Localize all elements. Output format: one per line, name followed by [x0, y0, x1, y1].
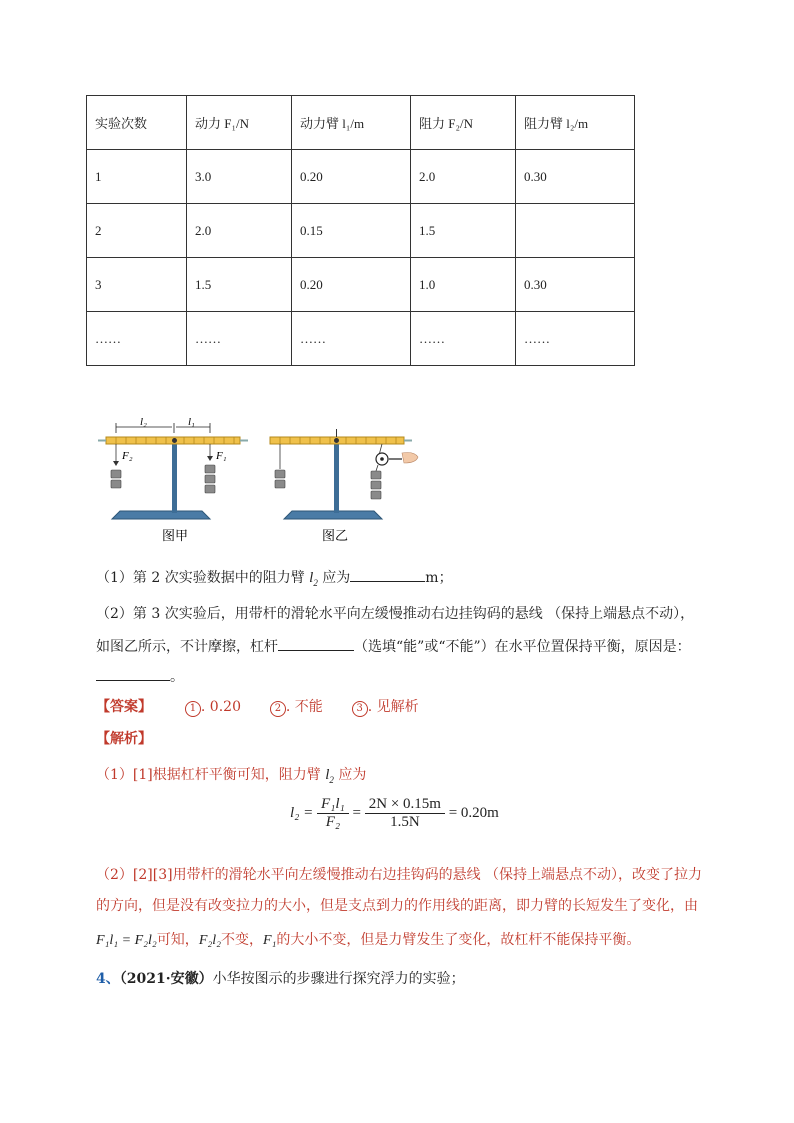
table-header-row — [87, 96, 635, 150]
formula-lhs: l₂ = — [290, 805, 314, 821]
q1-suffix: m； — [425, 570, 453, 586]
label-l1: l₁ — [188, 416, 195, 428]
table-cell: 0.20 — [292, 150, 411, 204]
analysis-p1-prefix: （1）[1]根据杠杆平衡可知，阻力臂 — [96, 767, 321, 783]
table-cell: 2.0 — [187, 204, 292, 258]
figure-b-caption: 图乙 — [322, 529, 349, 544]
table-row — [87, 150, 635, 204]
formula-den-1: F₂ — [325, 814, 341, 830]
analysis-p1-var: $l_2$ — [325, 767, 334, 785]
table-cell: 1.5 — [411, 204, 516, 258]
answer-item: 3 . 见解析 — [352, 699, 419, 715]
table-cell: 0.30 — [516, 150, 635, 204]
formula-num-2: 2N × 0.15m — [365, 796, 445, 814]
table-cell: 0.20 — [292, 258, 411, 312]
q2-line1: （2）第 3 次实验后，用带杆的滑轮水平向左缓慢推动右边挂钩码的悬线 （保持上端悬点不动）， — [96, 606, 695, 622]
table-cell: 1 — [87, 150, 187, 204]
table-header-cell: 阻力臂 l₂/m — [516, 96, 635, 150]
table-cell: 2 — [87, 204, 187, 258]
q2-line2 — [96, 636, 691, 657]
analysis-inline-f2l2: F₂l₂ — [198, 933, 221, 948]
table-row — [87, 204, 635, 258]
table-header-cell: 动力 F₁/N — [187, 96, 292, 150]
table-header-cell: 实验次数 — [87, 96, 187, 150]
table-cell: …… — [87, 312, 187, 366]
table-row — [87, 258, 635, 312]
label-l2: l₂ — [140, 416, 147, 428]
analysis-p1 — [96, 765, 366, 790]
answer-item: 1 . 0.20 — [185, 699, 241, 715]
analysis-p2-line2: 的方向，但是没有改变拉力的大小，但是支点到力的作用线的距离，即力臂的长短发生了变化，由 — [96, 898, 698, 914]
q1-prefix: （1）第 2 次实验数据中的阻力臂 — [96, 570, 305, 586]
formula-den-2: 1.5N — [390, 814, 420, 830]
analysis-p2-line3: F₁l₁ = F₂l₂可知，F₂l₂不变，F₁的大小不变，但是力臂发生了变化，故杠杆不能保持平衡。 — [96, 932, 641, 948]
analysis-inline-formula: F₁l₁ = F₂l₂ — [96, 933, 157, 948]
q1-mid: 应为 — [322, 570, 351, 586]
label-f1: F₁ — [216, 450, 227, 462]
lever-b — [270, 429, 418, 544]
q2-line2a: 如图乙所示，不计摩擦，杠杆 — [96, 639, 278, 655]
q2-blank-2[interactable] — [96, 666, 170, 681]
q2-line3-end: 。 — [170, 669, 184, 685]
formula-result: = 0.20m — [448, 805, 499, 821]
table-header-cell: 动力臂 l₁/m — [292, 96, 411, 150]
answer-item: 2 . 不能 — [270, 699, 323, 715]
table-cell: 3 — [87, 258, 187, 312]
formula-num-1: F₁l₁ — [317, 796, 349, 814]
q4-source: （2021·安徽） — [119, 971, 213, 987]
table-cell: …… — [516, 312, 635, 366]
table-cell: 1.0 — [411, 258, 516, 312]
analysis-p1-suffix: 应为 — [338, 767, 367, 783]
label-f2: F₂ — [122, 450, 133, 462]
q2-line2b: （选填“能”或“不能”）在水平位置保持平衡，原因是： — [354, 639, 691, 655]
table-cell — [516, 204, 635, 258]
analysis-heading: 【解析】 — [96, 731, 152, 747]
figure-a-caption: 图甲 — [162, 529, 189, 544]
formula-frac-1 — [317, 796, 349, 831]
table-cell: 1.5 — [187, 258, 292, 312]
analysis-p2-line1: （2）[2][3]用带杆的滑轮水平向左缓慢推动右边挂钩码的悬线 （保持上端悬点不动），改变了拉力 — [96, 867, 703, 883]
table-cell: …… — [292, 312, 411, 366]
table-cell: …… — [411, 312, 516, 366]
analysis-inline-f1: F₁ — [263, 933, 277, 948]
q4-number: 4、 — [96, 971, 120, 987]
formula: l₂ = $\frac{\text{F₁l₁}}{\text{F₂}}$ = $\frac{2N \times 0.15m}{1.5N}$ = 0.20m — [290, 796, 499, 830]
experiment-table — [86, 95, 635, 366]
table-cell: …… — [187, 312, 292, 366]
table-header-cell: 阻力 F₂/N — [411, 96, 516, 150]
table-cell: 0.15 — [292, 204, 411, 258]
q4-text: 小华按图示的步骤进行探究浮力的实验； — [212, 971, 465, 987]
table-cell: 0.30 — [516, 258, 635, 312]
answer-heading: 【答案】 — [96, 699, 152, 715]
table-cell: 2.0 — [411, 150, 516, 204]
question-4 — [96, 969, 465, 989]
answer-line — [96, 697, 419, 717]
q1-var: $l_2$ — [309, 570, 318, 588]
q1-blank[interactable] — [350, 567, 425, 582]
q2-line3 — [96, 666, 184, 687]
lever-figure — [92, 415, 422, 550]
lever-a — [98, 416, 248, 544]
table-row — [87, 312, 635, 366]
q2-blank-1[interactable] — [278, 636, 354, 651]
formula-frac-2 — [365, 796, 445, 831]
table-cell: 3.0 — [187, 150, 292, 204]
question-1 — [96, 567, 453, 593]
